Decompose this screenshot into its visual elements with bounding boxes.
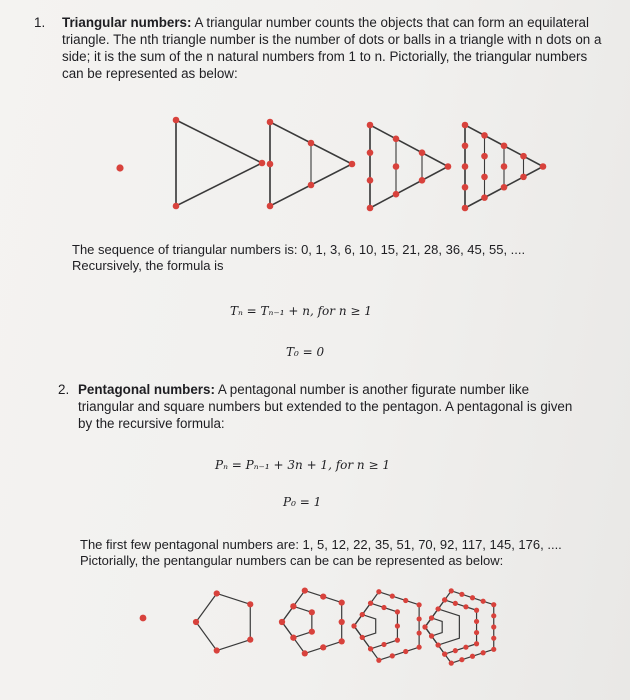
pentagon-dot [339,619,345,625]
pentagon-dot [474,641,479,646]
pentagon-outline [196,593,250,650]
pentagon-dot [360,612,365,617]
pentagon-dot [290,635,296,641]
pentagon-dot [459,592,464,597]
pentagon-dot [309,629,315,635]
triangular-formula-recurrence: Tₙ = Tₙ₋₁ + n, for n ≥ 1 [230,304,372,318]
pentagon-outline [282,606,312,637]
pentagon-dot [491,613,496,618]
pentagon-dot [491,624,496,629]
pentagon-dot [193,619,199,625]
pentagon-dot [449,661,454,666]
pentagon-dot [360,635,365,640]
pentagon-dot [376,589,381,594]
triangular-sequence: The sequence of triangular numbers is: 0, 1, 3, 6, 10, 15, 21, 28, 36, 45, 55, .... [72,242,526,257]
pentagon-dot [491,636,496,641]
pentagon-dot [474,608,479,613]
pentagon-dot [390,594,395,599]
pentagon-dot [368,646,373,651]
pentagon-dot [442,597,447,602]
pentagon-dot [453,601,458,606]
pentagon-dot [320,644,326,650]
pentagon-dot [279,619,285,625]
item-text: A triangular number counts the objects that can form an equilateral triangle. The nth triangle number is the number of dots or balls in a triangle with n dots on a side; it is the sum of the n natural numbers from 1 to n. Pictorially, the triangular numbers can be represented as below: [62,15,602,81]
pentagon-outline [354,615,376,638]
item-text: A pentagonal number is another figurate number like triangular and square numbers but extended to the pentagon. A pentagonal is given by the recursive formula: [78,382,573,431]
item-number: 2. [58,382,70,397]
pentagon-dot [214,647,220,653]
pentagon-dot [463,645,468,650]
triangular-formula-base: T₀ = 0 [286,345,325,359]
pentagon-dot [381,605,386,610]
pentagon-dot [491,647,496,652]
pentagon-dot [429,615,434,620]
pentagon-dot [247,601,253,607]
pentagon-dot [290,603,296,609]
pentagon-dot [459,657,464,662]
pentagon-dot [491,602,496,607]
item-number: 1. [34,15,46,30]
pentagon-dot [463,604,468,609]
pentagon-outline [425,600,477,654]
item-heading: Pentagonal numbers: [78,382,215,397]
pentagon-dot [403,598,408,603]
pentagonal-formula-base: P₀ = 1 [283,495,322,509]
pentagon-dot [381,642,386,647]
pentagon-dot [417,616,422,621]
pentagon-dot [442,652,447,657]
pentagon-dot [395,623,400,628]
item-heading: Triangular numbers: [62,15,192,30]
pentagon-dot [422,624,427,629]
pentagonal-pictorial-label: Pictorially, the pentangular numbers can be can be represented as below: [80,553,504,568]
pentagon-dot [474,619,479,624]
pentagon-dot [470,654,475,659]
pentagon-dot [214,590,220,596]
pentagon-dot [474,630,479,635]
pentagon-dot [470,595,475,600]
pentagon-dot [339,600,345,606]
pentagon-dot [429,633,434,638]
pentagon-dot [481,599,486,604]
pentagon-outline [354,592,419,660]
pentagon-dot [395,609,400,614]
pentagon-dot [320,594,326,600]
pentagon-dot [436,642,441,647]
pentagon-dot [453,648,458,653]
pentagon-dot [302,650,308,656]
pentagon-dot [417,645,422,650]
pentagon-dot [417,630,422,635]
pentagon-dot [309,609,315,615]
pentagon-dot [302,588,308,594]
pentagon-dot [376,658,381,663]
pentagon-dot [368,601,373,606]
pentagon-dot [436,606,441,611]
pentagon-dot [417,602,422,607]
pentagon-dot [351,623,356,628]
pentagon-dot [449,588,454,593]
pentagon-dot [339,638,345,644]
pentagonal-sequence: The first few pentagonal numbers are: 1, 5, 12, 22, 35, 51, 70, 92, 117, 145, 176, .... [80,537,562,552]
pentagonal-formula-recurrence: Pₙ = Pₙ₋₁ + 3n + 1, for n ≥ 1 [215,458,390,472]
pentagon-dot [481,650,486,655]
triangular-recursive-label: Recursively, the formula is [72,258,224,273]
pentagon-dot [390,653,395,658]
pentagon-dot [247,637,253,643]
pentagon-dot [395,638,400,643]
pentagon-dot [140,615,147,622]
pentagon-dot [403,649,408,654]
